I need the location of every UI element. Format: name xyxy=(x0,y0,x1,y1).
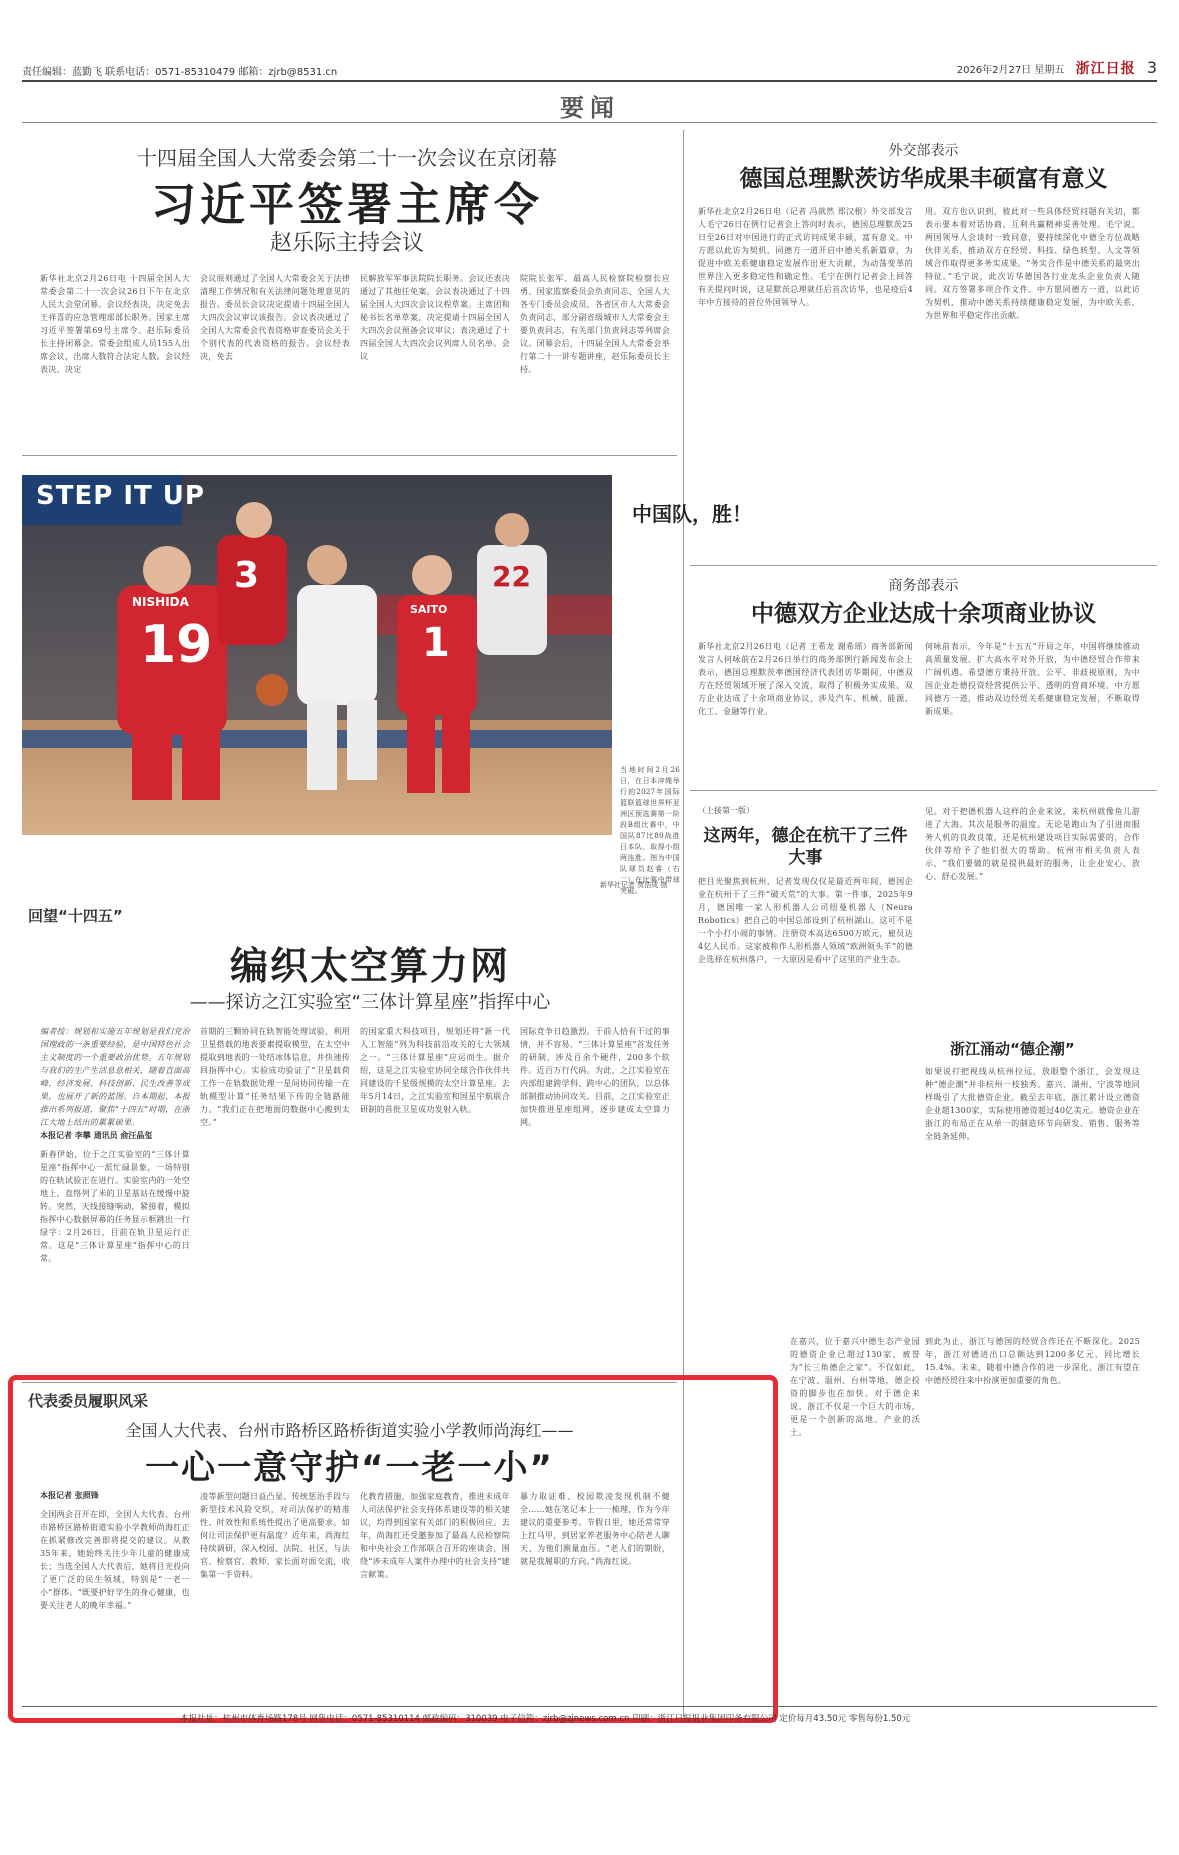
page-number: 3 xyxy=(1146,58,1157,77)
basketball-photo xyxy=(22,475,612,835)
commerce-title: 中德双方企业达成十余项商业协议 xyxy=(751,601,1096,627)
rep-col-4: 暴力取证难、校园欺凌发现机制不健全……她在笔记本上一一梳理，作为今年建议的重要参考。节假日里，她还常常穿上红马甲，到居家养老服务中心陪老人聊天、为他们测量血压。“老人们的期盼，就是我履职的方向。”尚海红说。 xyxy=(520,1492,670,1566)
player-name-nishida: NISHIDA xyxy=(132,595,189,609)
newspaper-logo: 浙江日报 xyxy=(1075,61,1136,77)
lead-kicker: 十四届全国人大常委会第二十一次会议在京闭幕 xyxy=(137,146,557,170)
lead-col-1: 新华社北京2月26日电 十四届全国人大常委会第二十一次会议26日下午在北京人民大会堂闭幕。会议经表决，决定免去王祥喜的应急管理部部长职务。国家主席习近平签署第69号主席令。赵乐际委员长主持闭幕会。常委会组成人员155人出席会议，出席人数符合法定人数。会议经表决，决定 xyxy=(40,274,190,374)
feature-col-2: 首期的三颗协同在轨智能处理试验，利用卫星搭载的地表要素提取模型，在太空中提取到地表的一处结冰体信息，并快速传回指挥中心。实验成功验证了“卫星载荷工作一在轨数据处理一星间协同传输一在轨模型计算”任务结果下传的全链路能力。“我们正在把地面的数据中心搬到太空。” xyxy=(200,1027,350,1127)
feature-col-4: 国际竞争日趋激烈。于前人拾有干过的事情，并不容易。“三体计算星座”首发任务的研制，涉及百余个硬件，200多个软件。近百万行代码。为此，之江实验室在内部组建跨学科、跨中心的团队，以总体部制推动协同攻关。目前，之江实验室正加快推进星座组网，逐步建成太空算力网。 xyxy=(520,1027,670,1127)
header-rule xyxy=(22,80,1157,82)
commerce-col-2: 何咏前表示，今年是“十五五”开局之年，中国将继续推动高质量发展、扩大高水平对外开放，为中德经贸合作带来广阔机遇。希望德方秉持开放、公平、非歧视原则，为中国企业赴德投资经营提供公平、透明的营商环境。中方愿同德方一道，推动双边经贸关系健康稳定发展，不断取得新成果。 xyxy=(925,642,1140,716)
rep-title: 一心一意守护“一老一小” xyxy=(145,1448,554,1488)
zhejiang-wave-title: 浙江涌动“德企潮” xyxy=(950,1040,1075,1058)
commerce-kicker: 商务部表示 xyxy=(888,578,959,594)
zhejiang-wave-col-3: 到此为止，浙江与德国的经贸合作还在不断深化。2025年，浙江对德进出口总额达到1200多亿元，同比增长15.4%。未来，随着中德合作的进一步深化，浙江有望在中德经贸往来中扮演更加重要的角色。 xyxy=(925,1337,1140,1385)
jersey-number-19: 19 xyxy=(140,615,213,675)
robots-col-1: 把目光聚焦到杭州，记者发现仅仅是最近两年间，德国企业在杭州干了三件“破天荒”的大事。第一件事，2025年9月，德国唯一家人形机器人公司纽曼机器人（Neura Robotics）把自己的中国总部设到了杭州湖山。这可不是一个小打小闹的事情。注册资本高达6500万欧元，雇员达4亿人民币。这家被称作人形机器人领域“欧洲领头羊”的德企选择在杭州落户，一大原因是看中了这里的产业生态。 xyxy=(698,877,913,964)
rep-col-1: 全国两会召开在即，全国人大代表、台州市路桥区路桥街道实验小学教师尚海红正在抓紧修改完善即将提交的建议。从教35年来，她始终关注少年儿童的健康成长；当选全国人大代表后，她将目光投向了更广泛的民生领域，特别是“一老一小”群体。“既要护好学生的身心健康，也要关注老人的晚年幸福。” xyxy=(40,1510,190,1610)
arena-banner: STEP IT UP xyxy=(36,481,205,511)
highlight-box xyxy=(8,1375,778,1723)
basketball-scene-illustration xyxy=(22,475,612,835)
jersey-number-3: 3 xyxy=(234,555,260,596)
lead-col-2: 会议原则通过了全国人大常委会关于法律清理工作情况和有关法律问题处理意见的报告。委员长会议决定提请十四届全国人大四次会议审议该报告。会议表决通过了全国人大常委会代表资格审查委员会关于个别代表的代表资格的报告。会议经表决，免去 xyxy=(200,274,350,361)
diplomacy-col-1: 新华社北京2月26日电（记者 冯歆然 郑汉根）外交部发言人毛宁26日在例行记者会上答问时表示，德国总理默茨25日至26日对中国进行的正式访问成果丰硕，富有意义。中方愿以此访为契机，同德方一道开启中德关系新篇章，为促进中欧关系健康稳定发展作出更大贡献，为动荡变革的世界注入更多稳定性和确定性。毛宁在例行记者会上回答有关提问时说，这是默茨总理就任后首次访华，也是疫后4年中方接待的首位外国领导人。 xyxy=(698,207,913,307)
commerce-col-1: 新华社北京2月26日电（记者 王希龙 谢希瑶）商务部新闻发言人何咏前在2月26日举行的商务部例行新闻发布会上表示，德国总理默茨率德国经济代表团访华期间，中德双方在经贸领域开展了深入交流，取得了积极务实成果。双方企业达成了十余项商业协议，涉及汽车、机械、能源、化工、金融等行业。 xyxy=(698,642,913,716)
feature-col-1: 新春伊始，位于之江实验室的“三体计算星座”指挥中心一派忙碌景象，一场特别的在轨试验正在进行。实验室内的一处空地上，直络列了米的卫星基站在缓慢中旋转。突然，天线接缝响动，紧接着，模拟指挥中心数据屏幕的任务显示框跳出一行绿字：2月26日，目前在轨卫星运行正常。这是“三体计算星座”指挥中心的日常。 xyxy=(40,1150,190,1263)
photo-credit: 新华社记者 贾浩成 摄 xyxy=(600,881,668,889)
diplomacy-title: 德国总理默茨访华成果丰硕富有意义 xyxy=(739,166,1108,192)
rep-label: 代表委员履职风采 xyxy=(28,1392,149,1410)
diplomacy-kicker: 外交部表示 xyxy=(888,143,959,159)
zhejiang-wave-col-1: 如果说打把视线从杭州拉远，放眼整个浙江，会发现这种“德企潮”并非杭州一枝独秀。嘉兴、湖州、宁波等地同样吸引了大批德资企业。截至去年底，浙江累计设立德资企业超1300家，实际使用德资超过40亿美元。德资企业在浙江的布局正在从单一的制造环节向研发、销售、服务等全链条延伸。 xyxy=(925,1067,1140,1141)
robots-label: （上接第一版） xyxy=(698,806,754,815)
rep-byline: 本报记者 张照锋 xyxy=(40,1490,99,1500)
page-header xyxy=(22,58,1157,80)
jersey-number-22: 22 xyxy=(492,560,531,593)
rep-col-3: 化教育措施，加强家庭教育，推进未成年人司法保护社会支持体系建设等的相关建议，均得到国家有关部门的积极回应。去年，尚海红还受邀参加了最高人民检察院和中央社会工作部联合召开的座谈会，围绕“涉未成年人案件办理中的社会支持”建言献策。 xyxy=(360,1492,510,1579)
jersey-number-1: 1 xyxy=(422,620,450,666)
section-rule xyxy=(22,122,1157,123)
issue-date: 2026年2月27日 星期五 xyxy=(956,65,1065,76)
rep-kicker: 全国人大代表、台州市路桥区路桥街道实验小学教师尚海红—— xyxy=(125,1421,574,1440)
player-name-saito: SAITO xyxy=(410,603,448,616)
zhejiang-wave-col-2: 在嘉兴，位于嘉兴中德生态产业园的德资企业已超过130家，被誉为“长三角德企之家”。不仅如此，在宁波、温州、台州等地，德企投资的脚步也在加快。对于德企来说，浙江不仅是一个巨大的市场，更是一个创新的高地、产业的沃土。 xyxy=(790,1337,920,1437)
feature-label: 回望“十四五” xyxy=(28,907,123,925)
feature-subtitle: ——探访之江实验室“三体计算星座”指挥中心 xyxy=(189,992,551,1013)
photo-headline: 中国队，胜！ xyxy=(632,502,752,526)
rep-col-2: 凌等新型问题日益凸显。传统惩治手段与新型技术风险交织，对司法保护的精准性、时效性和系统性提出了更高要求。如何让司法保护更有温度？近年来，尚海红持续调研，深入校园、法院、社区，与法官、检察官、教师、家长面对面交流，收集第一手资料。 xyxy=(200,1492,350,1579)
robots-col-2: 见。对于把德机器人这样的企业来说，来杭州就像鱼儿游进了大海。其次是服务的温度。无论是跑山为了引进而服务人机的良政良策，还是杭州建设项目实际需要的，合作伙伴等给予了他们很大的帮助。杭州市相关负责人表示，“我们要做的就是提供最好的服务，让企业安心、放心、舒心发展。” xyxy=(925,807,1140,881)
section-title: 要闻 xyxy=(560,94,620,122)
lead-col-3: 民解放军军事法院院长职务。会议还表决通过了其他任免案。会议表决通过了十四届全国人大四次会议议程草案。主席团和秘书长名单草案，决定提请十四届全国人大四次会议预备会议审议；表决通过了十四届全国人大四次会议列席人员名单。会议 xyxy=(360,274,510,361)
feature-col-3: 的国家重大科技项目，规划还将“新一代人工智能”列为科技前沿攻关的七大领域之一。“三体计算星座”应运而生。据介绍，这是之江实验室协同全球合作伙伴共同建设的千星级规模的太空计算星座。去年5月14日，之江实验室和国星宇航联合研制的首批卫星成功发射入轨。 xyxy=(360,1027,510,1114)
robots-title: 这两年，德企在杭干了三件大事 xyxy=(703,826,908,868)
feature-byline: 本报记者 李攀 通讯员 俞汪晶玺 xyxy=(40,1130,153,1140)
diplomacy-col-2: 用。双方也认识到，彼此对一些具体经贸问题有关切，都表示要本着对话协商、互利共赢精神妥善处理。毛宁说，两国领导人会谈时一致同意，要持续深化中德全方位战略伙伴关系，推动双方在经贸、科技、绿色转型、人文等领域合作取得更多务实成果。“务实合作是中德关系的最突出特征。”毛宁说，此次访华德国各行业龙头企业负责人随同。双方签署多项合作文件。中方愿同德方一道，以此访为契机，推动中德关系持续健康稳定发展，为中欧关系、为世界和平稳定作出贡献。 xyxy=(925,207,1140,320)
lead-title: 习近平签署主席令 xyxy=(150,178,543,231)
editor-contact: 责任编辑：蓝勤飞 联系电话：0571-85310479 邮箱：zjrb@8531.cn xyxy=(22,67,338,78)
lead-subtitle: 赵乐际主持会议 xyxy=(269,231,424,256)
feature-editor-note: 编者按：规划和实施五年规划是我们党治国理政的一条重要经验，是中国特色社会主义制度的一个重要政治优势。五年规划与我们的生产生活息息相关，随着直面高峰，经济发展、科技创新、民生改善等成果，也展开了新的蓝图。自本期起，本报推出系列报道，聚焦“十四五”时期，在浙江大地上结出的累累硕果。 xyxy=(40,1027,190,1127)
photo-caption: 当地时间2月26日，在日本冲绳举行的2027年国际篮联篮球世界杯亚洲区预选赛第一阶段B组比赛中，中国队87比80战胜日本队，取得小组两连胜。图为中国队球员赵睿（右二）在比赛中带球突破。 xyxy=(620,766,680,895)
feature-title: 编织太空算力网 xyxy=(229,944,510,988)
page-footer: 本报社址：杭州市体育场路178号 网售电话：0571-85310114 邮政编码：310039 电子信箱：zjrb@zjnews.com.cn 印刷：浙江日报报业集团印务有限公司 定价每月43.50元 零售每份1.50元 xyxy=(180,1714,911,1724)
lead-col-4: 院院长张军、最高人民检察院检察长应勇、国家监察委员会负责同志、全国人大各专门委员会成员，各省区市人大常委会负责同志，部分副省级城市人大常委会主要负责同志，有关部门负责同志等列席会议。闭幕会后，十四届全国人大常委会举行第二十一讲专题讲座，赵乐际委员长主持。 xyxy=(520,274,670,374)
